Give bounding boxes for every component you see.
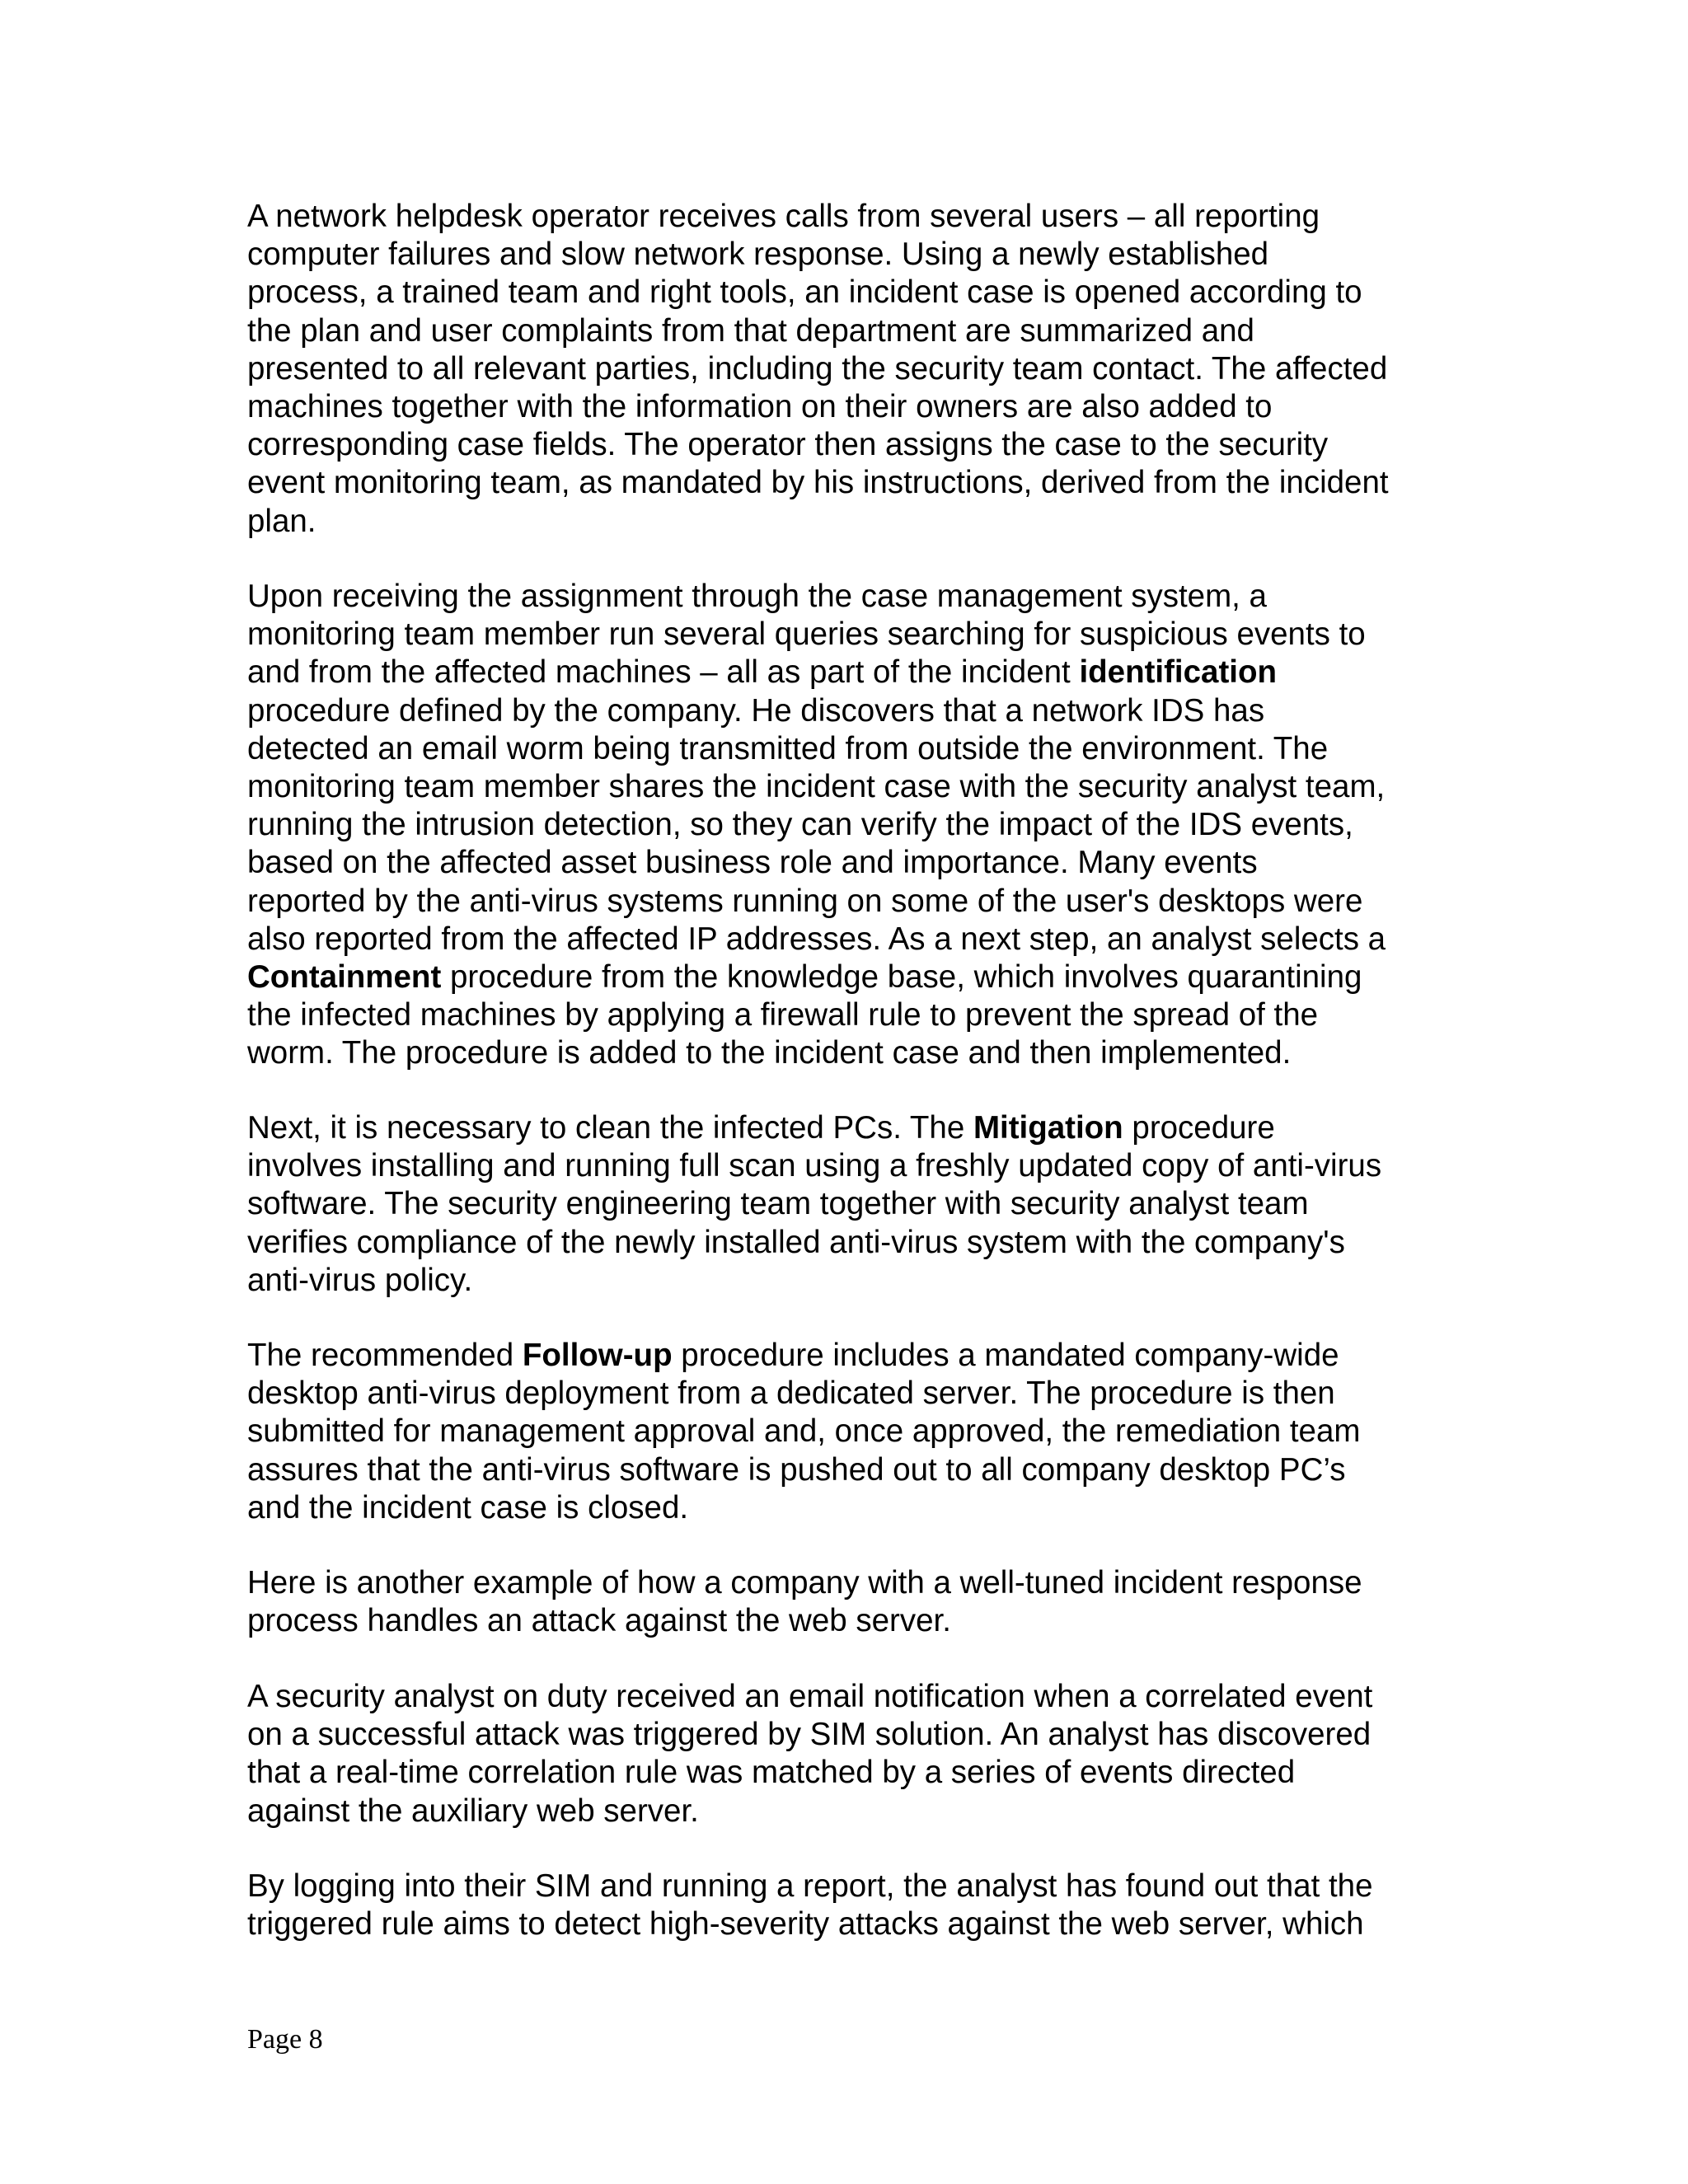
paragraph-7: [247, 1868, 1467, 1943]
text-line: and the incident case is closed.: [247, 1489, 689, 1526]
text-line: [247, 1109, 1467, 1147]
text-line: A network helpdesk operator receives calls from several users – all reporting: [247, 199, 1320, 234]
text-line: process, a trained team and right tools, an incident case is opened according to: [247, 274, 1362, 311]
text-line: the plan and user complaints from that department are summarized and: [247, 312, 1254, 349]
text-line: [247, 1337, 1467, 1375]
text-line: submitted for management approval and, once approved, the remediation team: [247, 1413, 1361, 1450]
text-line: assures that the anti-virus software is pushed out to all company desktop PC’s: [247, 1451, 1346, 1488]
text-line: process handles an attack against the web server.: [247, 1603, 951, 1639]
text-line: detected an email worm being transmitted from outside the environment. The: [247, 730, 1329, 766]
text-line: on a successful attack was triggered by SIM solution. An analyst has discovered: [247, 1717, 1372, 1753]
text-line: corresponding case fields. The operator then assigns the case to the security: [247, 427, 1329, 463]
text-line: monitoring team member shares the incident case with the security analyst team,: [247, 769, 1386, 805]
text-line: By logging into their SIM and running a report, the analyst has found out that the: [247, 1868, 1373, 1904]
paragraph-3: [247, 1109, 1467, 1300]
text-line: the infected machines by applying a firewall rule to prevent the spread of the: [247, 997, 1319, 1033]
bold-term-identification: identification: [1079, 654, 1278, 691]
text-line: reported by the anti-virus systems running on some of the user's desktops were: [247, 883, 1363, 919]
text-run: and from the affected machines – all as part of the incident: [247, 654, 1080, 691]
paragraph-1: [247, 198, 1467, 541]
text-line: based on the affected asset business role and importance. Many events: [247, 845, 1258, 881]
paragraph-2: [247, 578, 1467, 1073]
text-run: procedure from the knowledge base, which involves quarantining: [441, 959, 1362, 996]
text-line: triggered rule aims to detect high-severity attacks against the web server, which: [247, 1906, 1364, 1943]
text-line: running the intrusion detection, so they can verify the impact of the IDS events,: [247, 807, 1353, 843]
text-line: worm. The procedure is added to the incident case and then implemented.: [247, 1035, 1292, 1071]
text-line: computer failures and slow network response. Using a newly established: [247, 237, 1269, 273]
text-line: plan.: [247, 503, 316, 539]
text-line: [247, 654, 1467, 691]
text-line: that a real-time correlation rule was matched by a series of events directed: [247, 1755, 1296, 1791]
text-line: software. The security engineering team together with security analyst team: [247, 1186, 1309, 1222]
text-line: machines together with the information on their owners are also added to: [247, 389, 1273, 425]
text-line: event monitoring team, as mandated by his instructions, derived from the incident: [247, 465, 1389, 501]
text-run: The recommended: [247, 1338, 523, 1373]
text-run: procedure includes a mandated company-wide: [672, 1338, 1339, 1373]
bold-term-mitigation: Mitigation: [973, 1110, 1123, 1146]
text-line: procedure defined by the company. He discovers that a network IDS has: [247, 692, 1265, 729]
text-line: presented to all relevant parties, including the security team contact. The affected: [247, 350, 1388, 387]
paragraph-6: [247, 1678, 1467, 1830]
text-run: Next, it is necessary to clean the infected PCs. The: [247, 1110, 973, 1146]
paragraph-4: [247, 1337, 1467, 1527]
text-line: A security analyst on duty received an email notification when a correlated event: [247, 1679, 1373, 1714]
text-line: [247, 958, 1467, 996]
text-line: Here is another example of how a company with a well-tuned incident response: [247, 1565, 1362, 1601]
text-line: monitoring team member run several queries searching for suspicious events to: [247, 616, 1366, 653]
page-number: Page 8: [247, 2024, 323, 2055]
text-run: procedure: [1123, 1110, 1275, 1146]
text-line: anti-virus policy.: [247, 1262, 473, 1298]
text-line: desktop anti-virus deployment from a dedicated server. The procedure is then: [247, 1376, 1335, 1412]
text-line: involves installing and running full scan using a freshly updated copy of anti-virus: [247, 1148, 1382, 1184]
text-line: verifies compliance of the newly installed anti-virus system with the company's: [247, 1224, 1345, 1260]
text-line: Upon receiving the assignment through the case management system, a: [247, 579, 1267, 614]
bold-term-containment: Containment: [247, 959, 442, 996]
text-line: against the auxiliary web server.: [247, 1793, 699, 1829]
paragraph-5: [247, 1564, 1467, 1640]
text-line: also reported from the affected IP addresses. As a next step, an analyst selects a: [247, 921, 1386, 957]
bold-term-follow-up: Follow-up: [522, 1338, 673, 1373]
